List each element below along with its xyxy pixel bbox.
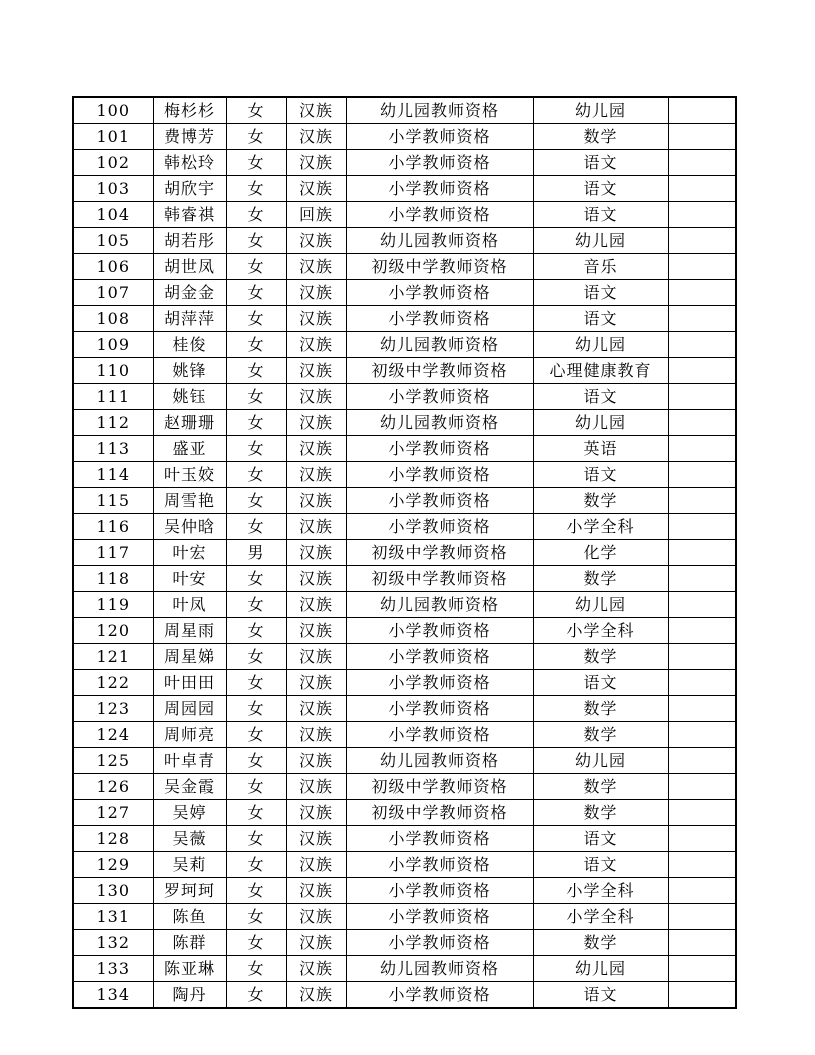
ethnicity-cell: 汉族: [286, 436, 346, 462]
table-row: [73, 592, 736, 618]
table-row: [73, 436, 736, 462]
row-number-cell: 113: [73, 436, 153, 462]
teacher-qualification-table: [72, 96, 737, 1009]
note-cell: [668, 722, 736, 748]
ethnicity-cell: 汉族: [286, 722, 346, 748]
table-row: [73, 722, 736, 748]
qualification-cell: 幼儿园教师资格: [346, 592, 533, 618]
qualification-cell: 小学教师资格: [346, 514, 533, 540]
ethnicity-cell: 汉族: [286, 566, 346, 592]
qualification-cell: 小学教师资格: [346, 852, 533, 878]
gender-cell: 女: [226, 930, 286, 956]
ethnicity-cell: 汉族: [286, 358, 346, 384]
row-number-cell: 129: [73, 852, 153, 878]
subject-cell: 小学全科: [533, 904, 668, 930]
gender-cell: 女: [226, 956, 286, 982]
name-cell: 姚钰: [153, 384, 226, 410]
subject-cell: 幼儿园: [533, 332, 668, 358]
row-number-cell: 107: [73, 280, 153, 306]
gender-cell: 女: [226, 904, 286, 930]
name-cell: 周星雨: [153, 618, 226, 644]
row-number-cell: 121: [73, 644, 153, 670]
gender-cell: 女: [226, 436, 286, 462]
subject-cell: 语文: [533, 202, 668, 228]
gender-cell: 女: [226, 306, 286, 332]
gender-cell: 女: [226, 878, 286, 904]
qualification-cell: 幼儿园教师资格: [346, 97, 533, 124]
note-cell: [668, 436, 736, 462]
ethnicity-cell: 汉族: [286, 332, 346, 358]
ethnicity-cell: 汉族: [286, 956, 346, 982]
gender-cell: 女: [226, 722, 286, 748]
ethnicity-cell: 汉族: [286, 930, 346, 956]
table-row: [73, 982, 736, 1009]
subject-cell: 数学: [533, 488, 668, 514]
ethnicity-cell: 汉族: [286, 800, 346, 826]
gender-cell: 女: [226, 982, 286, 1009]
name-cell: 姚锋: [153, 358, 226, 384]
ethnicity-cell: 汉族: [286, 97, 346, 124]
gender-cell: 女: [226, 488, 286, 514]
name-cell: 陶丹: [153, 982, 226, 1009]
table-row: [73, 202, 736, 228]
table-row: [73, 878, 736, 904]
row-number-cell: 109: [73, 332, 153, 358]
note-cell: [668, 332, 736, 358]
qualification-cell: 小学教师资格: [346, 176, 533, 202]
ethnicity-cell: 汉族: [286, 774, 346, 800]
qualification-cell: 小学教师资格: [346, 202, 533, 228]
note-cell: [668, 306, 736, 332]
ethnicity-cell: 汉族: [286, 618, 346, 644]
note-cell: [668, 696, 736, 722]
name-cell: 叶玉姣: [153, 462, 226, 488]
name-cell: 吴婷: [153, 800, 226, 826]
note-cell: [668, 956, 736, 982]
name-cell: 周雪艳: [153, 488, 226, 514]
row-number-cell: 110: [73, 358, 153, 384]
name-cell: 吴莉: [153, 852, 226, 878]
table-row: [73, 410, 736, 436]
gender-cell: 女: [226, 150, 286, 176]
qualification-cell: 小学教师资格: [346, 124, 533, 150]
table-row: [73, 696, 736, 722]
name-cell: 叶宏: [153, 540, 226, 566]
note-cell: [668, 280, 736, 306]
note-cell: [668, 826, 736, 852]
row-number-cell: 128: [73, 826, 153, 852]
subject-cell: 数学: [533, 696, 668, 722]
gender-cell: 女: [226, 410, 286, 436]
qualification-cell: 小学教师资格: [346, 280, 533, 306]
name-cell: 叶田田: [153, 670, 226, 696]
qualification-cell: 小学教师资格: [346, 644, 533, 670]
qualification-cell: 小学教师资格: [346, 904, 533, 930]
subject-cell: 数学: [533, 722, 668, 748]
row-number-cell: 106: [73, 254, 153, 280]
name-cell: 盛亚: [153, 436, 226, 462]
ethnicity-cell: 汉族: [286, 982, 346, 1009]
qualification-cell: 幼儿园教师资格: [346, 410, 533, 436]
gender-cell: 女: [226, 696, 286, 722]
subject-cell: 幼儿园: [533, 956, 668, 982]
row-number-cell: 115: [73, 488, 153, 514]
row-number-cell: 123: [73, 696, 153, 722]
qualification-cell: 小学教师资格: [346, 488, 533, 514]
subject-cell: 数学: [533, 644, 668, 670]
ethnicity-cell: 汉族: [286, 280, 346, 306]
subject-cell: 数学: [533, 930, 668, 956]
table-body: [73, 97, 736, 1008]
subject-cell: 幼儿园: [533, 410, 668, 436]
subject-cell: 语文: [533, 150, 668, 176]
row-number-cell: 105: [73, 228, 153, 254]
note-cell: [668, 852, 736, 878]
qualification-cell: 小学教师资格: [346, 462, 533, 488]
name-cell: 胡金金: [153, 280, 226, 306]
ethnicity-cell: 汉族: [286, 540, 346, 566]
note-cell: [668, 384, 736, 410]
gender-cell: 女: [226, 826, 286, 852]
qualification-cell: 小学教师资格: [346, 384, 533, 410]
qualification-cell: 小学教师资格: [346, 696, 533, 722]
qualification-cell: 初级中学教师资格: [346, 774, 533, 800]
ethnicity-cell: 汉族: [286, 592, 346, 618]
ethnicity-cell: 汉族: [286, 514, 346, 540]
name-cell: 梅杉杉: [153, 97, 226, 124]
row-number-cell: 122: [73, 670, 153, 696]
gender-cell: 女: [226, 358, 286, 384]
name-cell: 叶卓青: [153, 748, 226, 774]
gender-cell: 女: [226, 462, 286, 488]
row-number-cell: 126: [73, 774, 153, 800]
table-row: [73, 358, 736, 384]
note-cell: [668, 670, 736, 696]
name-cell: 周园园: [153, 696, 226, 722]
qualification-cell: 小学教师资格: [346, 670, 533, 696]
row-number-cell: 119: [73, 592, 153, 618]
qualification-cell: 初级中学教师资格: [346, 566, 533, 592]
note-cell: [668, 462, 736, 488]
table-row: [73, 800, 736, 826]
note-cell: [668, 930, 736, 956]
name-cell: 陈群: [153, 930, 226, 956]
table-row: [73, 150, 736, 176]
table-row: [73, 332, 736, 358]
note-cell: [668, 748, 736, 774]
row-number-cell: 133: [73, 956, 153, 982]
qualification-cell: 幼儿园教师资格: [346, 748, 533, 774]
ethnicity-cell: 回族: [286, 202, 346, 228]
name-cell: 胡萍萍: [153, 306, 226, 332]
qualification-cell: 小学教师资格: [346, 982, 533, 1009]
table-row: [73, 956, 736, 982]
row-number-cell: 131: [73, 904, 153, 930]
subject-cell: 语文: [533, 852, 668, 878]
ethnicity-cell: 汉族: [286, 826, 346, 852]
row-number-cell: 102: [73, 150, 153, 176]
qualification-cell: 初级中学教师资格: [346, 800, 533, 826]
note-cell: [668, 124, 736, 150]
table-row: [73, 384, 736, 410]
subject-cell: 语文: [533, 826, 668, 852]
note-cell: [668, 176, 736, 202]
subject-cell: 幼儿园: [533, 228, 668, 254]
qualification-cell: 小学教师资格: [346, 722, 533, 748]
name-cell: 周星娣: [153, 644, 226, 670]
qualification-cell: 小学教师资格: [346, 930, 533, 956]
table-row: [73, 852, 736, 878]
table-row: [73, 540, 736, 566]
table-row: [73, 306, 736, 332]
table-row: [73, 124, 736, 150]
note-cell: [668, 800, 736, 826]
row-number-cell: 111: [73, 384, 153, 410]
gender-cell: 女: [226, 774, 286, 800]
table-row: [73, 930, 736, 956]
row-number-cell: 114: [73, 462, 153, 488]
gender-cell: 女: [226, 228, 286, 254]
subject-cell: 语文: [533, 670, 668, 696]
table-row: [73, 97, 736, 124]
note-cell: [668, 566, 736, 592]
ethnicity-cell: 汉族: [286, 176, 346, 202]
qualification-cell: 小学教师资格: [346, 618, 533, 644]
table-row: [73, 280, 736, 306]
note-cell: [668, 97, 736, 124]
row-number-cell: 104: [73, 202, 153, 228]
row-number-cell: 127: [73, 800, 153, 826]
row-number-cell: 103: [73, 176, 153, 202]
gender-cell: 女: [226, 254, 286, 280]
ethnicity-cell: 汉族: [286, 696, 346, 722]
ethnicity-cell: 汉族: [286, 254, 346, 280]
note-cell: [668, 592, 736, 618]
qualification-cell: 小学教师资格: [346, 306, 533, 332]
subject-cell: 数学: [533, 124, 668, 150]
gender-cell: 女: [226, 384, 286, 410]
ethnicity-cell: 汉族: [286, 670, 346, 696]
row-number-cell: 116: [73, 514, 153, 540]
table-row: [73, 176, 736, 202]
gender-cell: 女: [226, 592, 286, 618]
gender-cell: 女: [226, 852, 286, 878]
table-row: [73, 462, 736, 488]
name-cell: 赵珊珊: [153, 410, 226, 436]
subject-cell: 幼儿园: [533, 592, 668, 618]
qualification-cell: 幼儿园教师资格: [346, 228, 533, 254]
name-cell: 胡若彤: [153, 228, 226, 254]
note-cell: [668, 904, 736, 930]
subject-cell: 小学全科: [533, 618, 668, 644]
note-cell: [668, 878, 736, 904]
ethnicity-cell: 汉族: [286, 228, 346, 254]
qualification-cell: 小学教师资格: [346, 436, 533, 462]
note-cell: [668, 774, 736, 800]
name-cell: 费博芳: [153, 124, 226, 150]
note-cell: [668, 540, 736, 566]
row-number-cell: 124: [73, 722, 153, 748]
subject-cell: 语文: [533, 384, 668, 410]
subject-cell: 化学: [533, 540, 668, 566]
qualification-cell: 初级中学教师资格: [346, 254, 533, 280]
name-cell: 罗珂珂: [153, 878, 226, 904]
ethnicity-cell: 汉族: [286, 410, 346, 436]
subject-cell: 幼儿园: [533, 97, 668, 124]
gender-cell: 女: [226, 202, 286, 228]
subject-cell: 英语: [533, 436, 668, 462]
note-cell: [668, 982, 736, 1009]
table-row: [73, 566, 736, 592]
note-cell: [668, 202, 736, 228]
row-number-cell: 101: [73, 124, 153, 150]
row-number-cell: 118: [73, 566, 153, 592]
gender-cell: 女: [226, 566, 286, 592]
gender-cell: 女: [226, 618, 286, 644]
ethnicity-cell: 汉族: [286, 150, 346, 176]
name-cell: 周师亮: [153, 722, 226, 748]
subject-cell: 语文: [533, 462, 668, 488]
subject-cell: 幼儿园: [533, 748, 668, 774]
gender-cell: 女: [226, 644, 286, 670]
name-cell: 叶安: [153, 566, 226, 592]
subject-cell: 音乐: [533, 254, 668, 280]
row-number-cell: 117: [73, 540, 153, 566]
gender-cell: 女: [226, 800, 286, 826]
name-cell: 韩睿祺: [153, 202, 226, 228]
ethnicity-cell: 汉族: [286, 306, 346, 332]
name-cell: 韩松玲: [153, 150, 226, 176]
subject-cell: 语文: [533, 306, 668, 332]
table-row: [73, 644, 736, 670]
qualification-cell: 初级中学教师资格: [346, 540, 533, 566]
note-cell: [668, 618, 736, 644]
ethnicity-cell: 汉族: [286, 904, 346, 930]
qualification-cell: 幼儿园教师资格: [346, 956, 533, 982]
note-cell: [668, 410, 736, 436]
table-row: [73, 826, 736, 852]
qualification-cell: 小学教师资格: [346, 150, 533, 176]
name-cell: 叶凤: [153, 592, 226, 618]
name-cell: 胡欣宇: [153, 176, 226, 202]
name-cell: 吴仲晗: [153, 514, 226, 540]
note-cell: [668, 644, 736, 670]
row-number-cell: 134: [73, 982, 153, 1009]
note-cell: [668, 488, 736, 514]
name-cell: 吴金霞: [153, 774, 226, 800]
name-cell: 吴薇: [153, 826, 226, 852]
note-cell: [668, 358, 736, 384]
row-number-cell: 100: [73, 97, 153, 124]
name-cell: 胡世凤: [153, 254, 226, 280]
subject-cell: 数学: [533, 800, 668, 826]
row-number-cell: 125: [73, 748, 153, 774]
table-row: [73, 670, 736, 696]
name-cell: 陈亚琳: [153, 956, 226, 982]
subject-cell: 语文: [533, 176, 668, 202]
gender-cell: 女: [226, 670, 286, 696]
row-number-cell: 132: [73, 930, 153, 956]
ethnicity-cell: 汉族: [286, 124, 346, 150]
row-number-cell: 120: [73, 618, 153, 644]
table-row: [73, 748, 736, 774]
row-number-cell: 108: [73, 306, 153, 332]
table-row: [73, 488, 736, 514]
note-cell: [668, 254, 736, 280]
gender-cell: 女: [226, 280, 286, 306]
subject-cell: 小学全科: [533, 514, 668, 540]
subject-cell: 数学: [533, 774, 668, 800]
qualification-cell: 小学教师资格: [346, 826, 533, 852]
table-row: [73, 228, 736, 254]
table-row: [73, 904, 736, 930]
ethnicity-cell: 汉族: [286, 748, 346, 774]
ethnicity-cell: 汉族: [286, 852, 346, 878]
qualification-cell: 幼儿园教师资格: [346, 332, 533, 358]
ethnicity-cell: 汉族: [286, 644, 346, 670]
table-row: [73, 514, 736, 540]
gender-cell: 男: [226, 540, 286, 566]
gender-cell: 女: [226, 332, 286, 358]
subject-cell: 小学全科: [533, 878, 668, 904]
gender-cell: 女: [226, 124, 286, 150]
note-cell: [668, 228, 736, 254]
note-cell: [668, 150, 736, 176]
row-number-cell: 112: [73, 410, 153, 436]
qualification-cell: 小学教师资格: [346, 878, 533, 904]
gender-cell: 女: [226, 748, 286, 774]
subject-cell: 语文: [533, 982, 668, 1009]
note-cell: [668, 514, 736, 540]
gender-cell: 女: [226, 176, 286, 202]
row-number-cell: 130: [73, 878, 153, 904]
table-row: [73, 254, 736, 280]
qualification-cell: 初级中学教师资格: [346, 358, 533, 384]
ethnicity-cell: 汉族: [286, 488, 346, 514]
subject-cell: 语文: [533, 280, 668, 306]
gender-cell: 女: [226, 97, 286, 124]
name-cell: 桂俊: [153, 332, 226, 358]
table-row: [73, 618, 736, 644]
subject-cell: 数学: [533, 566, 668, 592]
ethnicity-cell: 汉族: [286, 462, 346, 488]
name-cell: 陈鱼: [153, 904, 226, 930]
gender-cell: 女: [226, 514, 286, 540]
subject-cell: 心理健康教育: [533, 358, 668, 384]
ethnicity-cell: 汉族: [286, 878, 346, 904]
table-row: [73, 774, 736, 800]
ethnicity-cell: 汉族: [286, 384, 346, 410]
